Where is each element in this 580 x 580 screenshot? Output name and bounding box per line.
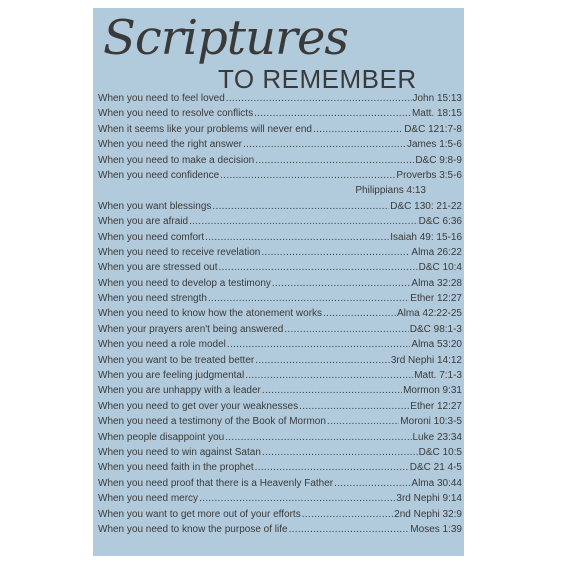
title-subtitle: TO REMEMBER: [218, 64, 417, 94]
list-item: [98, 260, 462, 275]
list-item: [98, 414, 462, 429]
list-item: [98, 306, 462, 321]
list-item: [98, 445, 462, 460]
list-item: [98, 245, 462, 260]
situation-text: When you need strength: [98, 293, 207, 305]
situation-text: When you need a role model: [98, 339, 226, 351]
situation-text: When you need proof that there is a Heavenly Father: [98, 477, 334, 489]
situation-text: When you need mercy: [98, 493, 199, 505]
situation-text: When you need a testimony of the Book of Mormon: [98, 416, 326, 428]
list-item: [98, 337, 462, 352]
scripture-reference: D&C 98:1-3: [409, 323, 462, 335]
scripture-reference: Ether 12:27: [410, 400, 462, 412]
dot-leader: [212, 199, 389, 214]
situation-text: When you need the right answer: [98, 139, 242, 151]
list-item: [98, 476, 462, 491]
dot-leader: [189, 214, 418, 229]
situation-text: When people disappoint you: [98, 431, 225, 443]
dot-leader: [199, 491, 395, 506]
situation-text: When you need to know the purpose of life: [98, 523, 288, 535]
dot-leader: [255, 460, 409, 475]
scripture-reference: Matt. 18:15: [411, 108, 462, 120]
situation-text: When you need to win against Satan: [98, 446, 261, 458]
scripture-reference: Alma 26:22: [411, 246, 462, 258]
situation-text: When you need comfort: [98, 231, 205, 243]
dot-leader: [245, 368, 413, 383]
scripture-reference: D&C 10:4: [418, 262, 462, 274]
scripture-reference: 3rd Nephi 14:12: [390, 354, 462, 366]
dot-leader: [262, 383, 402, 398]
dot-leader: [227, 337, 411, 352]
scripture-list: [98, 91, 462, 537]
list-item: [98, 122, 462, 137]
dot-leader: [272, 276, 411, 291]
scripture-reference: D&C 21 4-5: [409, 462, 462, 474]
scripture-reference: Isaiah 49: 15-16: [390, 231, 462, 243]
scriptures-card: [93, 8, 464, 556]
scripture-reference: Mormon 9:31: [403, 385, 462, 397]
scripture-reference: D&C 9:8-9: [415, 154, 462, 166]
scripture-reference: Luke 23:34: [412, 431, 462, 443]
dot-leader: [334, 476, 410, 491]
scripture-reference: D&C 10:5: [418, 446, 462, 458]
scripture-reference: John 15:13: [412, 93, 462, 104]
list-item: [98, 183, 462, 198]
list-item: [98, 199, 462, 214]
scripture-reference: Alma 53:20: [411, 339, 462, 351]
dot-leader: [302, 507, 393, 522]
situation-text: When you need to receive revelation: [98, 246, 261, 258]
dot-leader: [254, 106, 411, 121]
list-item: [98, 322, 462, 337]
situation-text: When you need to know how the atonement works: [98, 308, 323, 320]
situation-text: When you are feeling judgmental: [98, 370, 245, 382]
list-item: [98, 91, 462, 106]
situation-text: When you need to resolve conflicts: [98, 108, 254, 120]
situation-text: When you are unhappy with a leader: [98, 385, 261, 397]
list-item: [98, 168, 462, 183]
dot-leader: [220, 168, 395, 183]
list-item: [98, 230, 462, 245]
scripture-reference: 3rd Nephi 9:14: [396, 493, 462, 505]
dot-leader: [284, 322, 408, 337]
dot-leader: [219, 260, 418, 275]
scripture-reference: James 1:5-6: [406, 139, 462, 151]
scripture-reference: 2nd Nephi 32:9: [394, 508, 462, 520]
dot-leader: [327, 414, 399, 429]
list-item: [98, 491, 462, 506]
scripture-reference: Moses 1:39: [410, 523, 462, 535]
scripture-reference: D&C 121:7-8: [404, 123, 462, 135]
situation-text: When you want to get more out of your efforts: [98, 508, 301, 520]
dot-leader: [299, 399, 409, 414]
dot-leader: [205, 230, 389, 245]
list-item: [98, 137, 462, 152]
situation-text: When you need to feel loved: [98, 93, 225, 104]
situation-text: When your prayers aren't being answered: [98, 323, 284, 335]
situation-text: When you need to develop a testimony: [98, 277, 271, 289]
scripture-reference: D&C 6:36: [418, 216, 462, 228]
list-item: [98, 214, 462, 229]
list-item: [98, 276, 462, 291]
list-item: [98, 106, 462, 121]
situation-text: When you are stressed out: [98, 262, 218, 274]
situation-text: When you need to make a decision: [98, 154, 255, 166]
dot-leader: [208, 291, 409, 306]
situation-text: When you need to get over your weaknesses: [98, 400, 299, 412]
list-item: [98, 460, 462, 475]
list-item: [98, 399, 462, 414]
situation-text: When you want blessings: [98, 200, 212, 212]
dot-leader: [255, 153, 414, 168]
dot-leader: [323, 306, 396, 321]
list-item: [98, 153, 462, 168]
dot-leader: [313, 122, 403, 137]
list-item: [98, 353, 462, 368]
list-item: [98, 507, 462, 522]
situation-text: When you need faith in the prophet: [98, 462, 254, 474]
situation-text: When you need confidence: [98, 169, 220, 181]
list-item: [98, 368, 462, 383]
list-item: [98, 383, 462, 398]
dot-leader: [262, 445, 418, 460]
scripture-reference: Matt. 7:1-3: [414, 370, 462, 382]
dot-leader: [289, 522, 410, 537]
dot-leader: [243, 137, 406, 152]
scripture-reference: Moroni 10:3-5: [400, 416, 462, 428]
situation-text: When you are afraid: [98, 216, 189, 228]
list-item: [98, 291, 462, 306]
situation-text: When you want to be treated better: [98, 354, 255, 366]
scripture-reference: Alma 32:28: [411, 277, 462, 289]
scripture-reference: Ether 12:27: [410, 293, 462, 305]
dot-leader: [225, 430, 411, 445]
list-item: [98, 522, 462, 537]
scripture-reference: Philippians 4:13: [355, 185, 426, 197]
scripture-reference: D&C 130: 21-22: [390, 200, 462, 212]
dot-leader: [255, 353, 390, 368]
scripture-reference: Proverbs 3:5-6: [396, 169, 462, 181]
dot-leader: [261, 245, 410, 260]
scripture-reference: Alma 30:44: [411, 477, 462, 489]
situation-text: When it seems like your problems will never end: [98, 123, 312, 135]
scripture-reference: Alma 42:22-25: [396, 308, 462, 320]
list-item: [98, 430, 462, 445]
title-script: Scriptures: [103, 10, 348, 66]
dot-leader: [226, 91, 412, 106]
